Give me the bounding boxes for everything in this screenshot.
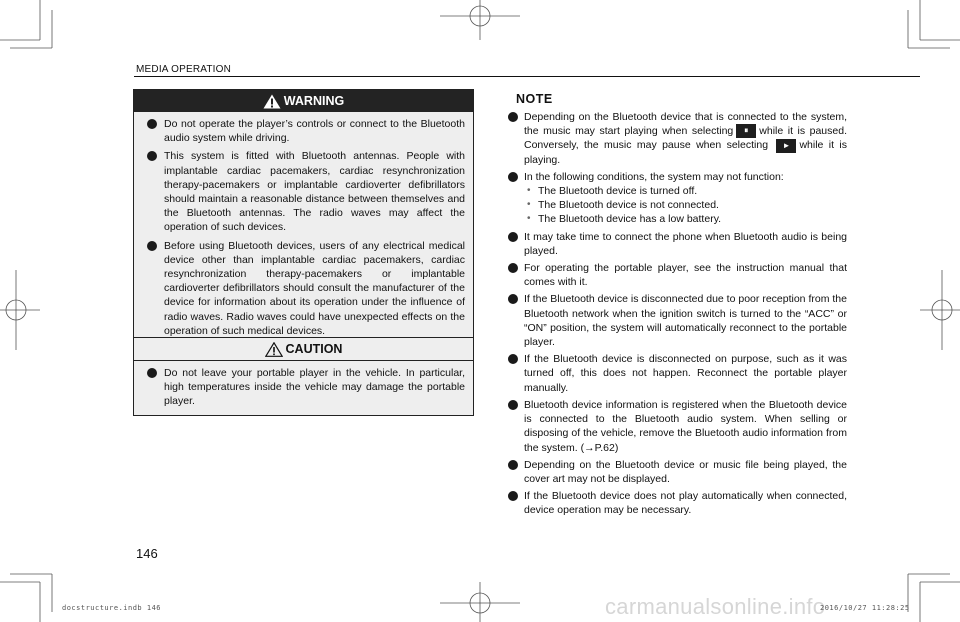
header-rule bbox=[134, 76, 920, 77]
warning-header bbox=[134, 90, 473, 112]
note-subitem: • The Bluetooth device is turned off. bbox=[527, 185, 698, 198]
sub-bullet-icon: • bbox=[527, 213, 531, 225]
sub-bullet-icon: • bbox=[527, 199, 531, 211]
warning-item: Before using Bluetooth devices, users of any electrical medical device other than implantable cardiac pacemakers, cardiac resynchronization therapy-pacemakers or implantable cardioverter defibrillators should consult the manufacturer of the device for information about its operation under the influence of radio waves. Radio waves could have unexpected effects on the operation of such medical devices. bbox=[144, 239, 465, 338]
caution-box bbox=[133, 337, 474, 416]
bullet-icon bbox=[508, 232, 518, 242]
warning-title: WARNING bbox=[283, 94, 345, 108]
bullet-icon bbox=[508, 354, 518, 364]
note-subitem: • The Bluetooth device has a low battery. bbox=[527, 213, 722, 226]
bullet-icon bbox=[508, 294, 518, 304]
section-label: MEDIA OPERATION bbox=[136, 64, 232, 75]
sub-bullet-icon: • bbox=[527, 185, 531, 197]
bullet-icon bbox=[147, 241, 157, 251]
note-item: Depending on the Bluetooth device or music file being played, the cover art may not be displayed. bbox=[508, 458, 847, 486]
bullet-icon bbox=[508, 172, 518, 182]
caution-item: Do not leave your portable player in the vehicle. In particular, high temperatures inside the vehicle may damage the portable player. bbox=[144, 366, 465, 409]
bullet-icon bbox=[147, 119, 157, 129]
bullet-icon bbox=[508, 263, 518, 273]
bullet-icon bbox=[508, 460, 518, 470]
caution-body bbox=[134, 361, 473, 415]
bullet-icon bbox=[508, 491, 518, 501]
page-number: 146 bbox=[136, 546, 158, 561]
note-subitem: • The Bluetooth device is not connected. bbox=[527, 199, 719, 212]
warning-triangle-icon bbox=[263, 94, 281, 109]
pause-icon: ⏸ bbox=[736, 124, 756, 138]
bullet-icon bbox=[147, 368, 157, 378]
note-item: If the Bluetooth device is disconnected due to poor reception from the Bluetooth network when the ignition switch is turned to the “ACC” or “ON” position, the system will automatically reconnect to the portable player. bbox=[508, 292, 847, 349]
footer-date: 2016/10/27 11:28:25 bbox=[820, 604, 910, 612]
warning-body bbox=[134, 112, 473, 344]
bullet-icon bbox=[147, 151, 157, 161]
note-list bbox=[508, 110, 847, 521]
note-item: If the Bluetooth device is disconnected on purpose, such as it was turned off, this does not happen. Reconnect the portable player manually. bbox=[508, 352, 847, 395]
note-item: In the following conditions, the system may not function: • The Bluetooth device is turned off. • The Bluetooth device is not connected. • The Bluetooth device has a low battery. bbox=[508, 170, 847, 227]
caution-header bbox=[134, 338, 473, 361]
note-item: Bluetooth device information is registered when the Bluetooth device is connected to the Bluetooth audio system. When selling or disposing of the vehicle, remove the Bluetooth audio information from the system. (→P.62) bbox=[508, 398, 847, 455]
bullet-icon bbox=[508, 112, 518, 122]
warning-box bbox=[133, 89, 474, 345]
warning-item: Do not operate the player’s controls or connect to the Bluetooth audio system while driving. bbox=[144, 117, 465, 145]
caution-title: CAUTION bbox=[285, 342, 343, 356]
note-item: Depending on the Bluetooth device that is connected to the system, the music may start playing when selecting ⏸ while it is paused. Conversely, the music may pause when selecting ► while it is playing. bbox=[508, 110, 847, 167]
note-item: If the Bluetooth device does not play automatically when connected, device operation may be necessary. bbox=[508, 489, 847, 517]
note-title: NOTE bbox=[516, 92, 553, 106]
footer-file-info: docstructure.indb 146 bbox=[62, 604, 162, 612]
play-icon: ► bbox=[776, 139, 796, 153]
watermark: carmanualsonline.info bbox=[605, 594, 826, 619]
warning-item: This system is fitted with Bluetooth antennas. People with implantable cardiac pacemakers, cardiac resynchronization therapy-pacemakers or implantable cardioverter defibrillators should maintain a reasonable distance between themselves and the Bluetooth antennas. The radio waves may affect the operation of such devices. bbox=[144, 149, 465, 234]
note-item: For operating the portable player, see the instruction manual that comes with it. bbox=[508, 261, 847, 289]
note-item: It may take time to connect the phone when Bluetooth audio is being played. bbox=[508, 230, 847, 258]
caution-triangle-icon bbox=[265, 342, 283, 357]
bullet-icon bbox=[508, 400, 518, 410]
